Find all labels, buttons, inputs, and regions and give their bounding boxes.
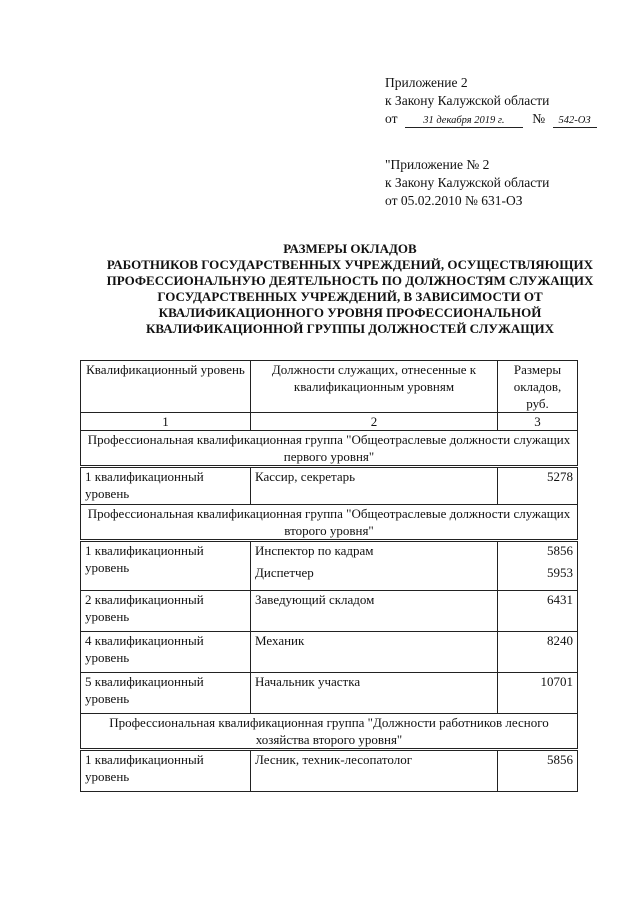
table-row <box>81 673 578 714</box>
salary-cell: 5856 <box>498 750 578 792</box>
level-cell: 1 квалификационный уровень <box>81 541 251 591</box>
level-cell: 4 квалификационный уровень <box>81 632 251 673</box>
column-number-row <box>81 413 578 431</box>
appendix-line1: Приложение 2 <box>385 75 468 90</box>
level-cell: 2 квалификационный уровень <box>81 591 251 632</box>
original-appendix-line3: от 05.02.2010 № 631-ОЗ <box>385 193 523 208</box>
position-cell <box>251 541 498 591</box>
salary-cell: 5278 <box>498 467 578 505</box>
position-2: Диспетчер <box>255 565 314 580</box>
number-label: № <box>532 111 546 126</box>
position-cell: Механик <box>251 632 498 673</box>
level-cell: 1 квалификационный уровень <box>81 750 251 792</box>
level-cell: 5 квалификационный уровень <box>81 673 251 714</box>
group-title-3: Профессиональная квалификационная группа "Должности работников лесного хозяйства второго уровня" <box>81 714 578 750</box>
group-title-1: Профессиональная квалификационная группа "Общеотраслевые должности служащих первого уровня" <box>81 431 578 467</box>
table-row <box>81 750 578 792</box>
col-number-1: 1 <box>81 413 251 431</box>
salary-cell: 6431 <box>498 591 578 632</box>
position-1: Инспектор по кадрам <box>255 543 374 558</box>
title-line6: КВАЛИФИКАЦИОННОЙ ГРУППЫ ДОЛЖНОСТЕЙ СЛУЖАЩИХ <box>146 321 554 336</box>
original-appendix-line1: "Приложение № 2 <box>385 157 490 172</box>
title-line5: КВАЛИФИКАЦИОННОГО УРОВНЯ ПРОФЕССИОНАЛЬНОЙ <box>158 305 542 320</box>
document-title <box>60 241 640 337</box>
table-row <box>81 591 578 632</box>
appendix-header <box>385 74 597 128</box>
title-line2: РАБОТНИКОВ ГОСУДАРСТВЕННЫХ УЧРЕЖДЕНИЙ, ОСУЩЕСТВЛЯЮЩИХ <box>106 257 594 272</box>
table-row <box>81 467 578 505</box>
group-row <box>81 714 578 750</box>
header-salary: Размеры окладов, руб. <box>498 361 578 413</box>
table-row <box>81 632 578 673</box>
title-line4: ГОСУДАРСТВЕННЫХ УЧРЕЖДЕНИЙ, В ЗАВИСИМОСТИ ОТ <box>157 289 543 304</box>
position-cell: Заведующий складом <box>251 591 498 632</box>
salary-table <box>80 360 578 792</box>
original-appendix-header <box>385 156 549 210</box>
group-row <box>81 431 578 467</box>
from-label: от <box>385 111 398 126</box>
header-level: Квалификационный уровень <box>81 361 251 413</box>
position-cell: Начальник участка <box>251 673 498 714</box>
salary-1: 5856 <box>547 543 573 558</box>
appendix-number: 542-ОЗ <box>553 114 597 128</box>
col-number-2: 2 <box>251 413 498 431</box>
appendix-date-line <box>385 110 597 128</box>
table-row <box>81 541 578 591</box>
title-line1: РАЗМЕРЫ ОКЛАДОВ <box>283 241 417 256</box>
salary-cell: 10701 <box>498 673 578 714</box>
header-row <box>81 361 578 413</box>
group-title-2: Профессиональная квалификационная группа "Общеотраслевые должности служащих второго уровня" <box>81 505 578 541</box>
salary-cell <box>498 541 578 591</box>
salary-cell: 8240 <box>498 632 578 673</box>
appendix-date: 31 декабря 2019 г. <box>405 114 523 128</box>
title-line3: ПРОФЕССИОНАЛЬНУЮ ДЕЯТЕЛЬНОСТЬ ПО ДОЛЖНОСТЯМ СЛУЖАЩИХ <box>106 273 594 288</box>
level-cell: 1 квалификационный уровень <box>81 467 251 505</box>
appendix-line2: к Закону Калужской области <box>385 93 550 108</box>
group-row <box>81 505 578 541</box>
header-position: Должности служащих, отнесенные к квалификационным уровням <box>251 361 498 413</box>
position-cell: Кассир, секретарь <box>251 467 498 505</box>
col-number-3: 3 <box>498 413 578 431</box>
position-cell: Лесник, техник-лесопатолог <box>251 750 498 792</box>
original-appendix-line2: к Закону Калужской области <box>385 175 550 190</box>
salary-2: 5953 <box>547 565 573 580</box>
